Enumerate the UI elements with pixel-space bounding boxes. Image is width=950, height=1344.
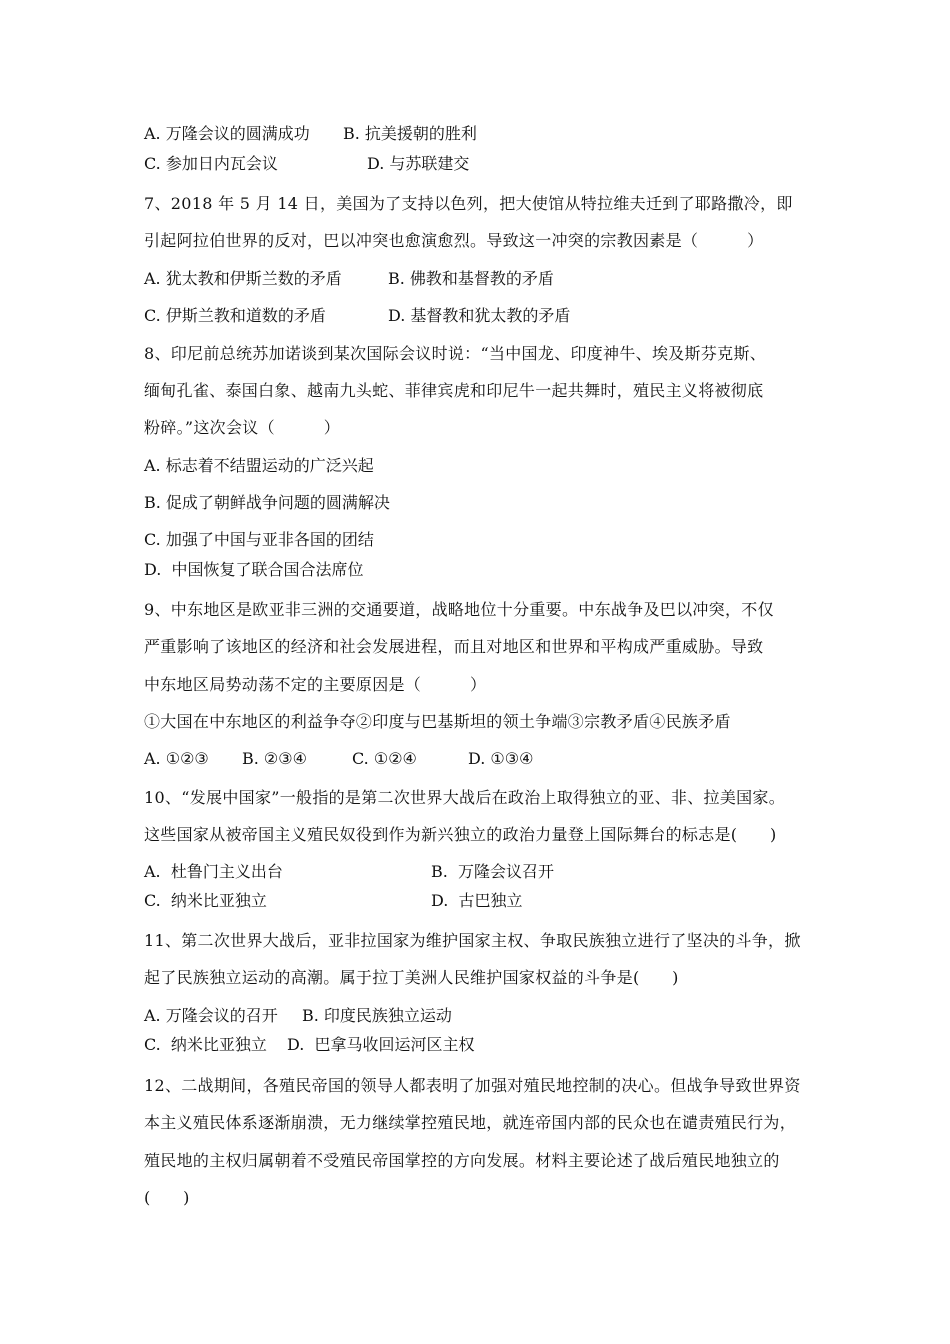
q9-stem-line-3: 中东地区局势动荡不定的主要原因是（ ） — [144, 675, 487, 694]
prev-option-a: A. 万隆会议的圆满成功 — [144, 124, 310, 143]
q10-stem-line-2: 这些国家从被帝国主义殖民奴役到作为新兴独立的政治力量登上国际舞台的标志是( ) — [144, 825, 777, 844]
q7-stem-line-2: 引起阿拉伯世界的反对，巴以冲突也愈演愈烈。导致这一冲突的宗教因素是（ ） — [144, 231, 764, 250]
q11-option-b: B. 印度民族独立运动 — [302, 1006, 452, 1025]
q8-stem-line-3: 粉碎。”这次会议（ ） — [144, 418, 341, 437]
q10-option-b: B. 万隆会议召开 — [431, 862, 555, 881]
q9-option-a: A. ①②③ — [144, 749, 209, 768]
q8-option-a: A. 标志着不结盟运动的广泛兴起 — [144, 456, 374, 475]
q8-option-d: D. 中国恢复了联合国合法席位 — [144, 560, 364, 579]
prev-option-c: C. 参加日内瓦会议 — [144, 154, 278, 173]
q10-option-c: C. 纳米比亚独立 — [144, 891, 267, 910]
q12-stem-line-2: 本主义殖民体系逐渐崩溃，无力继续掌控殖民地，就连帝国内部的民众也在谴责殖民行为， — [144, 1113, 797, 1132]
q11-option-d: D. 巴拿马收回运河区主权 — [287, 1035, 475, 1054]
q10-stem-line-1: 10、“发展中国家”一般指的是第二次世界大战后在政治上取得独立的亚、非、拉美国家。 — [144, 788, 786, 807]
q10-option-a: A. 杜鲁门主义出台 — [144, 862, 283, 881]
q9-items: ①大国在中东地区的利益争夺②印度与巴基斯坦的领土争端③宗教矛盾④民族矛盾 — [144, 712, 731, 731]
q7-option-d: D. 基督教和犹太教的矛盾 — [388, 306, 571, 325]
q11-option-c: C. 纳米比亚独立 — [144, 1035, 267, 1054]
q9-option-b: B. ②③④ — [242, 749, 307, 768]
q9-stem-line-2: 严重影响了该地区的经济和社会发展进程，而且对地区和世界和平构成严重威胁。导致 — [144, 637, 764, 656]
q9-option-d: D. ①③④ — [468, 749, 534, 768]
q9-stem-line-1: 9、中东地区是欧亚非三洲的交通要道，战略地位十分重要。中东战争及巴以冲突，不仅 — [144, 600, 774, 619]
q7-option-c: C. 伊斯兰教和道数的矛盾 — [144, 306, 326, 325]
q10-option-d: D. 古巴独立 — [431, 891, 523, 910]
q12-stem-line-4: ( ) — [144, 1188, 190, 1207]
q8-option-c: C. 加强了中国与亚非各国的团结 — [144, 530, 374, 549]
q11-stem-line-1: 11、第二次世界大战后，亚非拉国家为维护国家主权、争取民族独立进行了坚决的斗争，掀 — [144, 931, 801, 950]
q8-stem-line-2: 缅甸孔雀、泰国白象、越南九头蛇、菲律宾虎和印尼牛一起共舞时，殖民主义将被彻底 — [144, 381, 764, 400]
prev-option-d: D. 与苏联建交 — [367, 154, 470, 173]
q8-stem-line-1: 8、印尼前总统苏加诺谈到某次国际会议时说：“当中国龙、印度神牛、埃及斯芬克斯、 — [144, 344, 767, 363]
q11-option-a: A. 万隆会议的召开 — [144, 1006, 278, 1025]
q7-option-a: A. 犹太教和伊斯兰数的矛盾 — [144, 269, 342, 288]
q7-stem-line-1: 7、2018 年 5 月 14 日，美国为了支持以色列，把大使馆从特拉维夫迁到了耶路撒冷，即 — [144, 194, 793, 213]
q11-stem-line-2: 起了民族独立运动的高潮。属于拉丁美洲人民维护国家权益的斗争是( ) — [144, 968, 679, 987]
q9-option-c: C. ①②④ — [352, 749, 417, 768]
q12-stem-line-1: 12、二战期间，各殖民帝国的领导人都表明了加强对殖民地控制的决心。但战争导致世界资 — [144, 1076, 801, 1095]
q12-stem-line-3: 殖民地的主权归属朝着不受殖民帝国掌控的方向发展。材料主要论述了战后殖民地独立的 — [144, 1151, 780, 1170]
q7-option-b: B. 佛教和基督教的矛盾 — [388, 269, 554, 288]
prev-option-b: B. 抗美援朝的胜利 — [343, 124, 477, 143]
q8-option-b: B. 促成了朝鲜战争问题的圆满解决 — [144, 493, 390, 512]
